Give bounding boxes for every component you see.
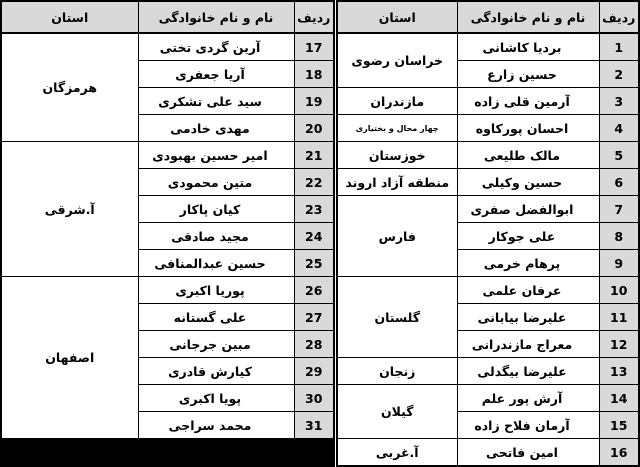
table-row xyxy=(337,142,639,169)
province-cell: چهار محال و بختیاری xyxy=(337,115,457,142)
table-row xyxy=(337,385,639,412)
blank-filler-row xyxy=(1,439,334,467)
participant-name: مبین جرجانی xyxy=(138,331,294,358)
table-row-blank xyxy=(1,439,334,467)
header-row-number: ردیف xyxy=(599,1,639,33)
row-number: 24 xyxy=(294,223,334,250)
table-row xyxy=(337,88,639,115)
participant-name: علیرضا بیابانی xyxy=(457,304,599,331)
row-number: 21 xyxy=(294,142,334,169)
participant-name: کیارش قادری xyxy=(138,358,294,385)
row-number: 31 xyxy=(294,412,334,439)
participant-name: امیر حسین بهبودی xyxy=(138,142,294,169)
table-row xyxy=(337,115,639,142)
row-number: 3 xyxy=(599,88,639,115)
table-row xyxy=(337,277,639,304)
province-cell: اصفهان xyxy=(1,277,138,439)
row-number: 17 xyxy=(294,33,334,61)
table-row xyxy=(337,196,639,223)
row-number: 8 xyxy=(599,223,639,250)
province-cell: آ.غربی xyxy=(337,439,457,467)
row-number: 6 xyxy=(599,169,639,196)
province-cell: مازندران xyxy=(337,88,457,115)
province-cell: آ.شرقی xyxy=(1,142,138,277)
participant-name: مالک طلیعی xyxy=(457,142,599,169)
participant-name: حسین عبدالمنافی xyxy=(138,250,294,277)
participant-name: آرمان فلاح زاده xyxy=(457,412,599,439)
province-cell: منطقه آزاد اروند xyxy=(337,169,457,196)
row-number: 25 xyxy=(294,250,334,277)
row-number: 22 xyxy=(294,169,334,196)
row-number: 10 xyxy=(599,277,639,304)
participant-name: پرهام خرمی xyxy=(457,250,599,277)
table-row xyxy=(1,277,334,304)
participant-name: معراج مازندرانی xyxy=(457,331,599,358)
row-number: 14 xyxy=(599,385,639,412)
participant-name: علی جوکار xyxy=(457,223,599,250)
participant-name: کیان پاکار xyxy=(138,196,294,223)
table-row xyxy=(337,358,639,385)
row-number: 7 xyxy=(599,196,639,223)
participant-name: پوریا اکبری xyxy=(138,277,294,304)
participant-name: احسان پورکاوه xyxy=(457,115,599,142)
header-province: استان xyxy=(337,1,457,33)
participant-name: امین فاتحی xyxy=(457,439,599,467)
province-cell: خوزستان xyxy=(337,142,457,169)
participant-name: محمد سراجی xyxy=(138,412,294,439)
row-number: 2 xyxy=(599,61,639,88)
row-number: 4 xyxy=(599,115,639,142)
roster-table-right xyxy=(336,0,640,467)
row-number: 11 xyxy=(599,304,639,331)
table-row xyxy=(337,439,639,467)
row-number: 29 xyxy=(294,358,334,385)
participant-name: ابوالفضل صفری xyxy=(457,196,599,223)
province-cell: زنجان xyxy=(337,358,457,385)
row-number: 28 xyxy=(294,331,334,358)
row-number: 15 xyxy=(599,412,639,439)
participant-name: آریا جعفری xyxy=(138,61,294,88)
row-number: 18 xyxy=(294,61,334,88)
row-number: 16 xyxy=(599,439,639,467)
table-row xyxy=(1,33,334,61)
participant-name: پویا اکبری xyxy=(138,385,294,412)
participant-name: علیرضا بیگدلی xyxy=(457,358,599,385)
row-number: 20 xyxy=(294,115,334,142)
row-number: 23 xyxy=(294,196,334,223)
table-header-row xyxy=(337,1,639,33)
participant-name: حسین زارع xyxy=(457,61,599,88)
participant-name: عرفان علمی xyxy=(457,277,599,304)
row-number: 27 xyxy=(294,304,334,331)
participant-name: آرش پور علم xyxy=(457,385,599,412)
participant-name: مهدی خادمی xyxy=(138,115,294,142)
row-number: 9 xyxy=(599,250,639,277)
row-number: 26 xyxy=(294,277,334,304)
province-cell: گلستان xyxy=(337,277,457,358)
province-cell: هرمزگان xyxy=(1,33,138,142)
table-header-row xyxy=(1,1,334,33)
table-row xyxy=(337,33,639,61)
row-number: 1 xyxy=(599,33,639,61)
row-number: 30 xyxy=(294,385,334,412)
row-number: 19 xyxy=(294,88,334,115)
header-province: استان xyxy=(1,1,138,33)
table-row xyxy=(337,169,639,196)
row-number: 13 xyxy=(599,358,639,385)
row-number: 5 xyxy=(599,142,639,169)
participant-name: حسین وکیلی xyxy=(457,169,599,196)
province-cell: خراسان رضوی xyxy=(337,33,457,88)
participant-name: سید علی تشکری xyxy=(138,88,294,115)
table-row xyxy=(1,142,334,169)
header-name: نام و نام خانوادگی xyxy=(138,1,294,33)
participant-name: متین محمودی xyxy=(138,169,294,196)
participant-name: آرین گردی تختی xyxy=(138,33,294,61)
participant-name: آرمین قلی زاده xyxy=(457,88,599,115)
header-row-number: ردیف xyxy=(294,1,334,33)
participant-name: مجید صادقی xyxy=(138,223,294,250)
province-cell: فارس xyxy=(337,196,457,277)
row-number: 12 xyxy=(599,331,639,358)
participant-name: بردیا کاشانی xyxy=(457,33,599,61)
province-cell: گیلان xyxy=(337,385,457,439)
participant-name: علی گستانه xyxy=(138,304,294,331)
header-name: نام و نام خانوادگی xyxy=(457,1,599,33)
